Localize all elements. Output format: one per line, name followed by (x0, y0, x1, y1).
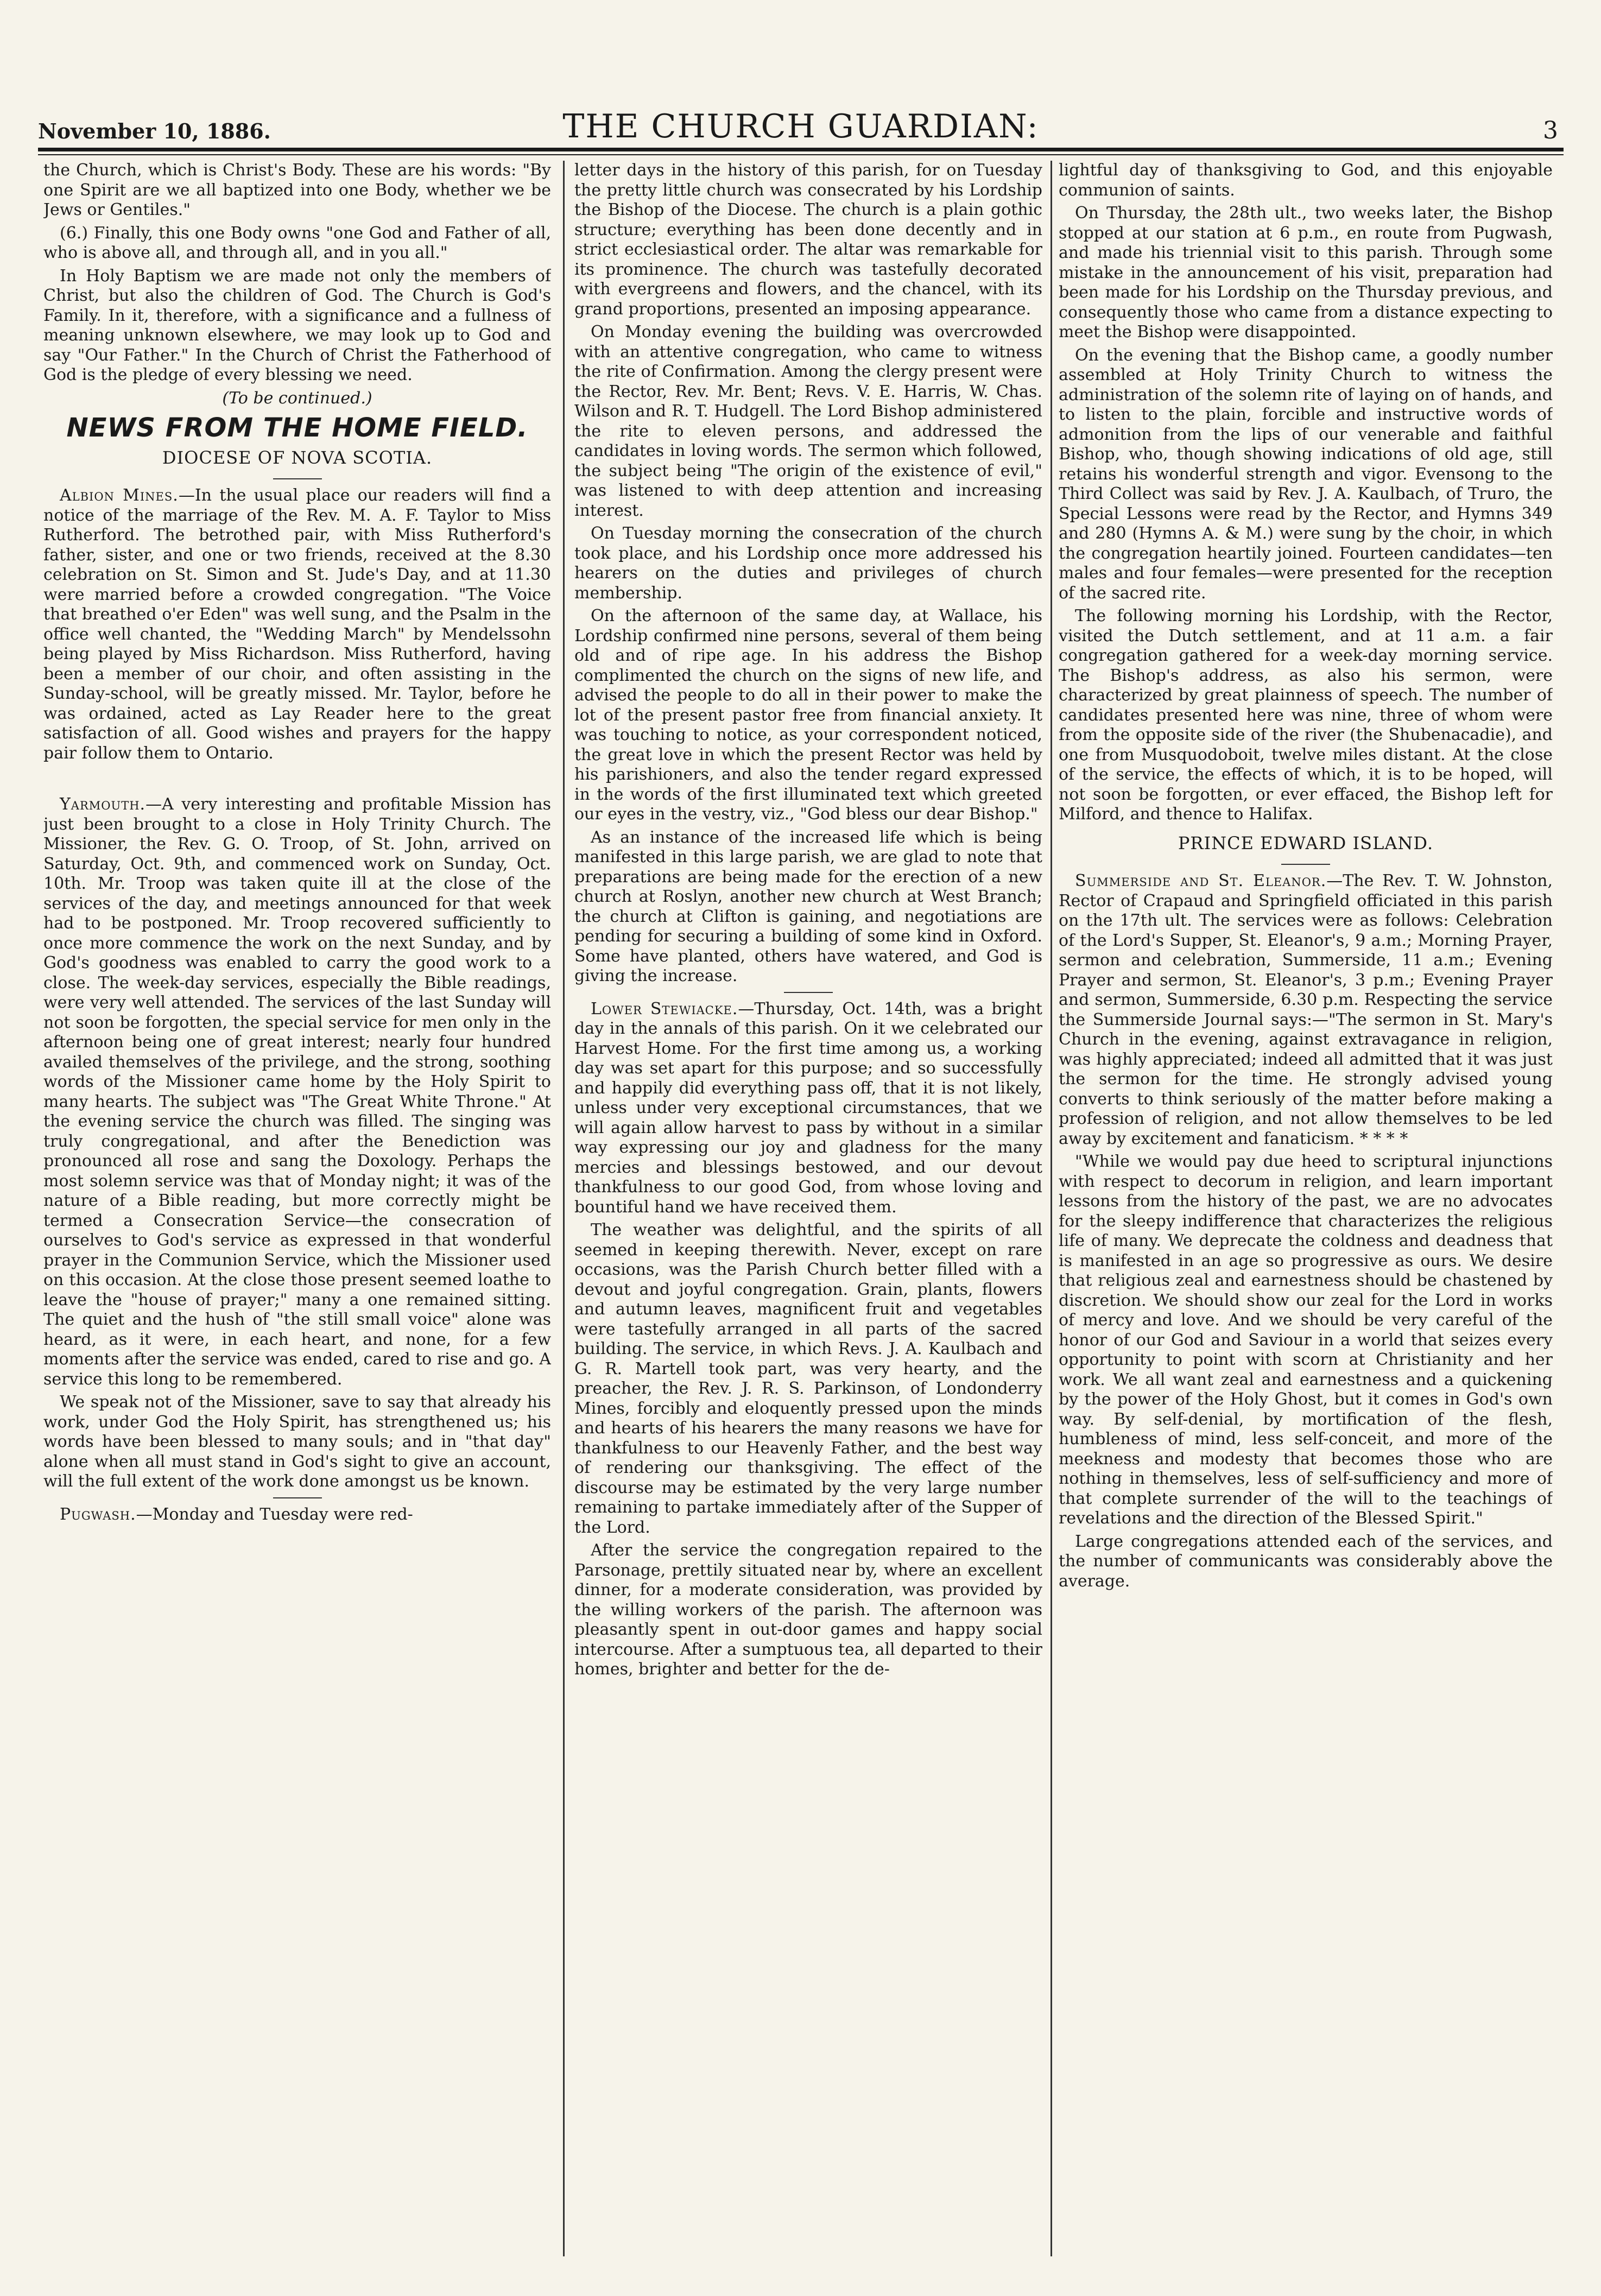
province-heading: PRINCE EDWARD ISLAND. (1178, 832, 1434, 853)
page-number: 3 (1543, 117, 1558, 144)
newspaper-title: THE CHURCH GUARDIAN: (562, 107, 1039, 146)
paragraph: On the afternoon of the same day, at Wallace, his Lordship confirmed nine persons, several of them being old and of ripe age. In his address the Bishop complimented the church on the signs of new life, and advised the people to do all in their power to make the lot of the present pastor free from financial anxiety. It was touching to notice, as your correspondent noticed, the great love in which the present Rector was held by his parishioners, and also the tender regard expressed in the words of the first illuminated text which greeted our eyes in the vestry, viz., "God bless our dear Bishop." (574, 606, 1042, 824)
section-heading: NEWS FROM THE HOME FIELD. (66, 413, 528, 443)
paragraph: On Thursday, the 28th ult., two weeks later, the Bishop stopped at our station at 6 p.m., en route from Pugwash, and made his triennial visit to this parish. Through some mistake in the announcement of his visit, preparation had been made for his Lordship on the Thursday previous, and consequently those who came from a distance expecting to meet the Bishop were disappointed. (1059, 204, 1553, 341)
column-divider (1051, 161, 1052, 2256)
article-text: —In the usual place our readers will find a notice of the marriage of the Rev. M. A. F. Taylor to Miss Rutherford. The betrothed pair, with Miss Rutherford's father, sister, and one or two friends, received at the 8.30 celebration on St. Simon and St. Jude's Day, and at 11.30 were married before a crowded congregation. "The Voice that breathed o'er Eden" was well sung, and the Psalm in the office well chanted, the "Wedding March" by Mendelssohn being played by Miss Richardson. Miss Rutherford, having been a member of our choir, and often assisting in the Sunday-school, will be greatly missed. Mr. Taylor, before he was ordained, acted as Lay Reader here to the great satisfaction of all. Good wishes and prayers for the happy pair follow them to Ontario. (43, 486, 551, 763)
diocese-heading: DIOCESE OF NOVA SCOTIA. (162, 447, 433, 468)
dateline: Lower Stewiacke. (591, 999, 738, 1019)
paragraph: On Tuesday morning the consecration of the church took place, and his Lordship once more addressed his hearers on the duties and privileges of church membership. (574, 524, 1042, 603)
paragraph: On Monday evening the building was overcrowded with an attentive congregation, who came to witness the rite of Confirmation. Among the clergy present were the Rector, Rev. Mr. Bent; Revs. V. E. Harris, W. Chas. Wilson and R. T. Hudgell. The Lord Bishop administered the rite to eleven persons, and addressed the candidates in loving words. The sermon which followed, the subject being "The origin of the existence of evil," was listened to with deep attention and increasing interest. (574, 322, 1042, 520)
dateline: Summerside and St. Eleanor. (1075, 871, 1327, 890)
article-lower-stewiacke (574, 1000, 1042, 1218)
heading-rule (1281, 864, 1330, 865)
paragraph: On the evening that the Bishop came, a goodly number assembled at Holy Trinity Church to witness the administration of the solemn rite of laying on of hands, and to listen to the plain, forcible and instructive words of admonition from the lips of our venerable and faithful Bishop, who, though showing indications of old age, still retains his wonderful strength and vigor. Evensong to the Third Collect was said by Rev. J. A. Kaulbach, of Truro, the Special Lessons were read by the Rector, and Hymns 349 and 280 (Hymns A. & M.) were sung by the choir, in which the congregation heartily joined. Fourteen candidates—ten males and four females—were presented for the reception of the sacred rite. (1059, 345, 1553, 603)
dateline: Yarmouth. (60, 795, 146, 814)
paragraph: lightful day of thanksgiving to God, and this enjoyable communion of saints. (1059, 161, 1553, 200)
heading-rule (273, 478, 322, 479)
article-yarmouth (43, 795, 551, 1389)
dateline: Pugwash. (60, 1504, 136, 1524)
article-text: —A very interesting and profitable Mission has just been brought to a close in Holy Trinity Church. The Missioner, the Rev. G. O. Troop, of St. John, arrived on Saturday, Oct. 9th, and commenced work on Sunday, Oct. 10th. Mr. Troop was taken quite ill at the close of the services of the day, and meetings announced for that week had to be postponed. Mr. Troop recovered sufficiently to once more commence the work on the next Sunday, and by God's goodness was enabled to carry the good work to a close. The week-day services, especially the Bible readings, were very well attended. The services of the last Sunday will not soon be forgotten, the special service for men only in the afternoon being one of great interest; nearly four hundred availed themselves of the privilege, and the strong, soothing words of the Missioner came home by the Holy Spirit to many hearts. The subject was "The Great White Throne." At the evening service the church was filled. The singing was truly congregational, and after the Benediction was pronounced all rose and sang the Doxology. Perhaps the most solemn service was that of Monday night; it was of the nature of a Bible reading, but more correctly might be termed a Consecration Service—the consecration of ourselves to God's service as expressed in that wonderful prayer in the Communion Service, which the Missioner used on this occasion. At the close those present seemed loathe to leave the "house of prayer;" many a one remained sitting. The quiet and the hush of "the still small voice" alone was heard, as it were, in each heart, and none, for a few moments after the service was ended, cared to rise and go. A service this long to be remembered. (43, 795, 551, 1389)
spacer (43, 767, 551, 795)
paragraph: The following morning his Lordship, with the Rector, visited the Dutch settlement, and at 11 a.m. a fair congregation gathered for a week-day morning service. The Bishop's address, as also his sermon, were characterized by great plainness of speech. The number of candidates presented here was nine, three of whom were from the opposite side of the river (the Shubenacadie), and one from Musquodoboit, twelve miles distant. At the close of the service, the effects of which, it is to be hoped, will not soon be forgotten, or ever effaced, the Bishop left for Milford, and thence to Halifax. (1059, 606, 1553, 824)
article-text: —The Rev. T. W. Johnston, Rector of Crapaud and Springfield officiated in this parish on the 17th ult. The services were as follows: Celebration of the Lord's Supper, St. Eleanor's, 9 a.m.; Morning Prayer, sermon and celebration, Summerside, 11 a.m.; Evening Prayer and sermon, St. Eleanor's, 3 p.m.; Evening Prayer and sermon, Summerside, 6.30 p.m. Respecting the service the Summerside Journal says:—"The sermon in St. Mary's Church in the evening, against extravagance in religion, was highly appreciated; indeed all admitted that it was just the sermon for the time. He strongly advised young converts to think seriously of the matter before making a profession of religion, and not allow themselves to be led away by excitement and fanaticism. * * * * (1059, 871, 1553, 1148)
to-be-continued: (To be continued.) (222, 388, 372, 408)
column-divider (563, 161, 565, 2256)
paragraph: In Holy Baptism we are made not only the members of Christ, but also the children of God. The Church is God's Family. In it, therefore, with a significance and a fullness of meaning unknown elsewhere, we may look up to God and say "Our Father." In the Church of Christ the Fatherhood of God is the pledge of every blessing we need. (43, 266, 551, 384)
paragraph: As an instance of the increased life which is being manifested in this large parish, we are glad to note that preparations are being made for the erection of a new church at Roslyn, another new church at West Branch; the church at Clifton is gaining, and negotiations are pending for securing a building of some kind in Oxford. Some have planted, others have watered, and God is giving the increase. (574, 827, 1042, 985)
dateline: Albion Mines. (60, 486, 179, 505)
article-summerside (1059, 871, 1553, 1149)
issue-date: November 10, 1886. (38, 119, 271, 143)
paragraph: After the service the congregation repaired to the Parsonage, prettily situated near by, where an excellent dinner, for a moderate consideration, was provided by the willing workers of the parish. The afternoon was pleasantly spent in out-door games and happy social intercourse. After a sumptuous tea, all departed to their homes, brighter and better for the de- (574, 1541, 1042, 1679)
article-pugwash (43, 1505, 551, 1525)
paragraph: the Church, which is Christ's Body. These are his words: "By one Spirit are we all baptized into one Body, whether we be Jews or Gentiles." (43, 161, 551, 219)
column-3 (1059, 161, 1553, 2262)
paragraph: The weather was delightful, and the spirits of all seemed in keeping therewith. Never, except on rare occasions, was the Parish Church better filled with a devout and joyful congregation. Grain, plants, flowers and autumn leaves, magnificent fruit and vegetables were tastefully arranged in all parts of the sacred building. The service, in which Revs. J. A. Kaulbach and G. R. Martell took part, was very hearty, and the preacher, the Rev. J. R. S. Parkinson, of Londonderry Mines, forcibly and eloquently pressed upon the minds and hearts of his hearers the many reasons we have for thankfulness to our Heavenly Father, and the best way of rendering our thanksgiving. The effect of the discourse may be estimated by the very large number remaining to partake immediately after of the Supper of the Lord. (574, 1220, 1042, 1537)
column-2 (574, 161, 1042, 2262)
paragraph: Large congregations attended each of the services, and the number of communicants was considerably above the average. (1059, 1532, 1553, 1591)
masthead-rule (38, 148, 1564, 151)
column-1 (43, 161, 551, 2262)
article-rule (784, 992, 833, 993)
article-text: —Thursday, Oct. 14th, was a bright day in the annals of this parish. On it we celebrated our Harvest Home. For the first time among us, a working day was set apart for this purpose; and so successfully and happily did everything pass off, that it is not likely, unless under very exceptional circumstances, that we will again allow harvest to pass by without in a similar way expressing our joy and gladness for the many mercies and blessings bestowed, and our devout thankfulness to our good God, from whose loving and bountiful hand we have received them. (574, 999, 1042, 1217)
paragraph: (6.) Finally, this one Body owns "one God and Father of all, who is above all, and through all, and in you all." (43, 223, 551, 262)
paragraph: We speak not of the Missioner, save to say that already his work, under God the Holy Spirit, has strengthened us; his words have been blessed to many souls; and in "that day" alone when all must stand in God's sight to give an account, will the full extent of the work done amongst us be known. (43, 1393, 551, 1491)
masthead-rule-thin (38, 154, 1564, 155)
masthead (38, 109, 1564, 147)
article-albion-mines (43, 486, 551, 763)
article-text: —Monday and Tuesday were red- (136, 1504, 413, 1524)
paragraph: "While we would pay due heed to scriptural injunctions with respect to decorum in religion, and learn important lessons from the history of the past, we are no advocates for the sleepy indifference that characterizes the religious life of many. We deprecate the coldness and deadness that is manifested in an age so progressive as ours. We desire that religious zeal and earnestness should be chastened by discretion. We should show our zeal for the Lord in works of mercy and love. And we should be very careful of the honor of our God and Saviour in a world that seizes every opportunity to point with scorn at Christianity and her work. We all want zeal and earnestness and a quickening by the power of the Holy Ghost, but it comes in God's own way. By self-denial, by mortification of the flesh, humbleness of mind, less self-conceit, and more of the meekness and modesty that becomes those who are nothing in themselves, less of self-sufficiency and more of that complete surrender of the will to the teachings of revelations and the direction of the Blessed Spirit." (1059, 1152, 1553, 1528)
paragraph: letter days in the history of this parish, for on Tuesday the pretty little church was consecrated by his Lordship the Bishop of the Diocese. The church is a plain gothic structure; everything has been done decently and in strict ecclesiastical order. The altar was remarkable for its prominence. The church was tastefully decorated with evergreens and flowers, and the chancel, with its grand proportions, presented an imposing appearance. (574, 161, 1042, 319)
article-rule (273, 1497, 322, 1498)
